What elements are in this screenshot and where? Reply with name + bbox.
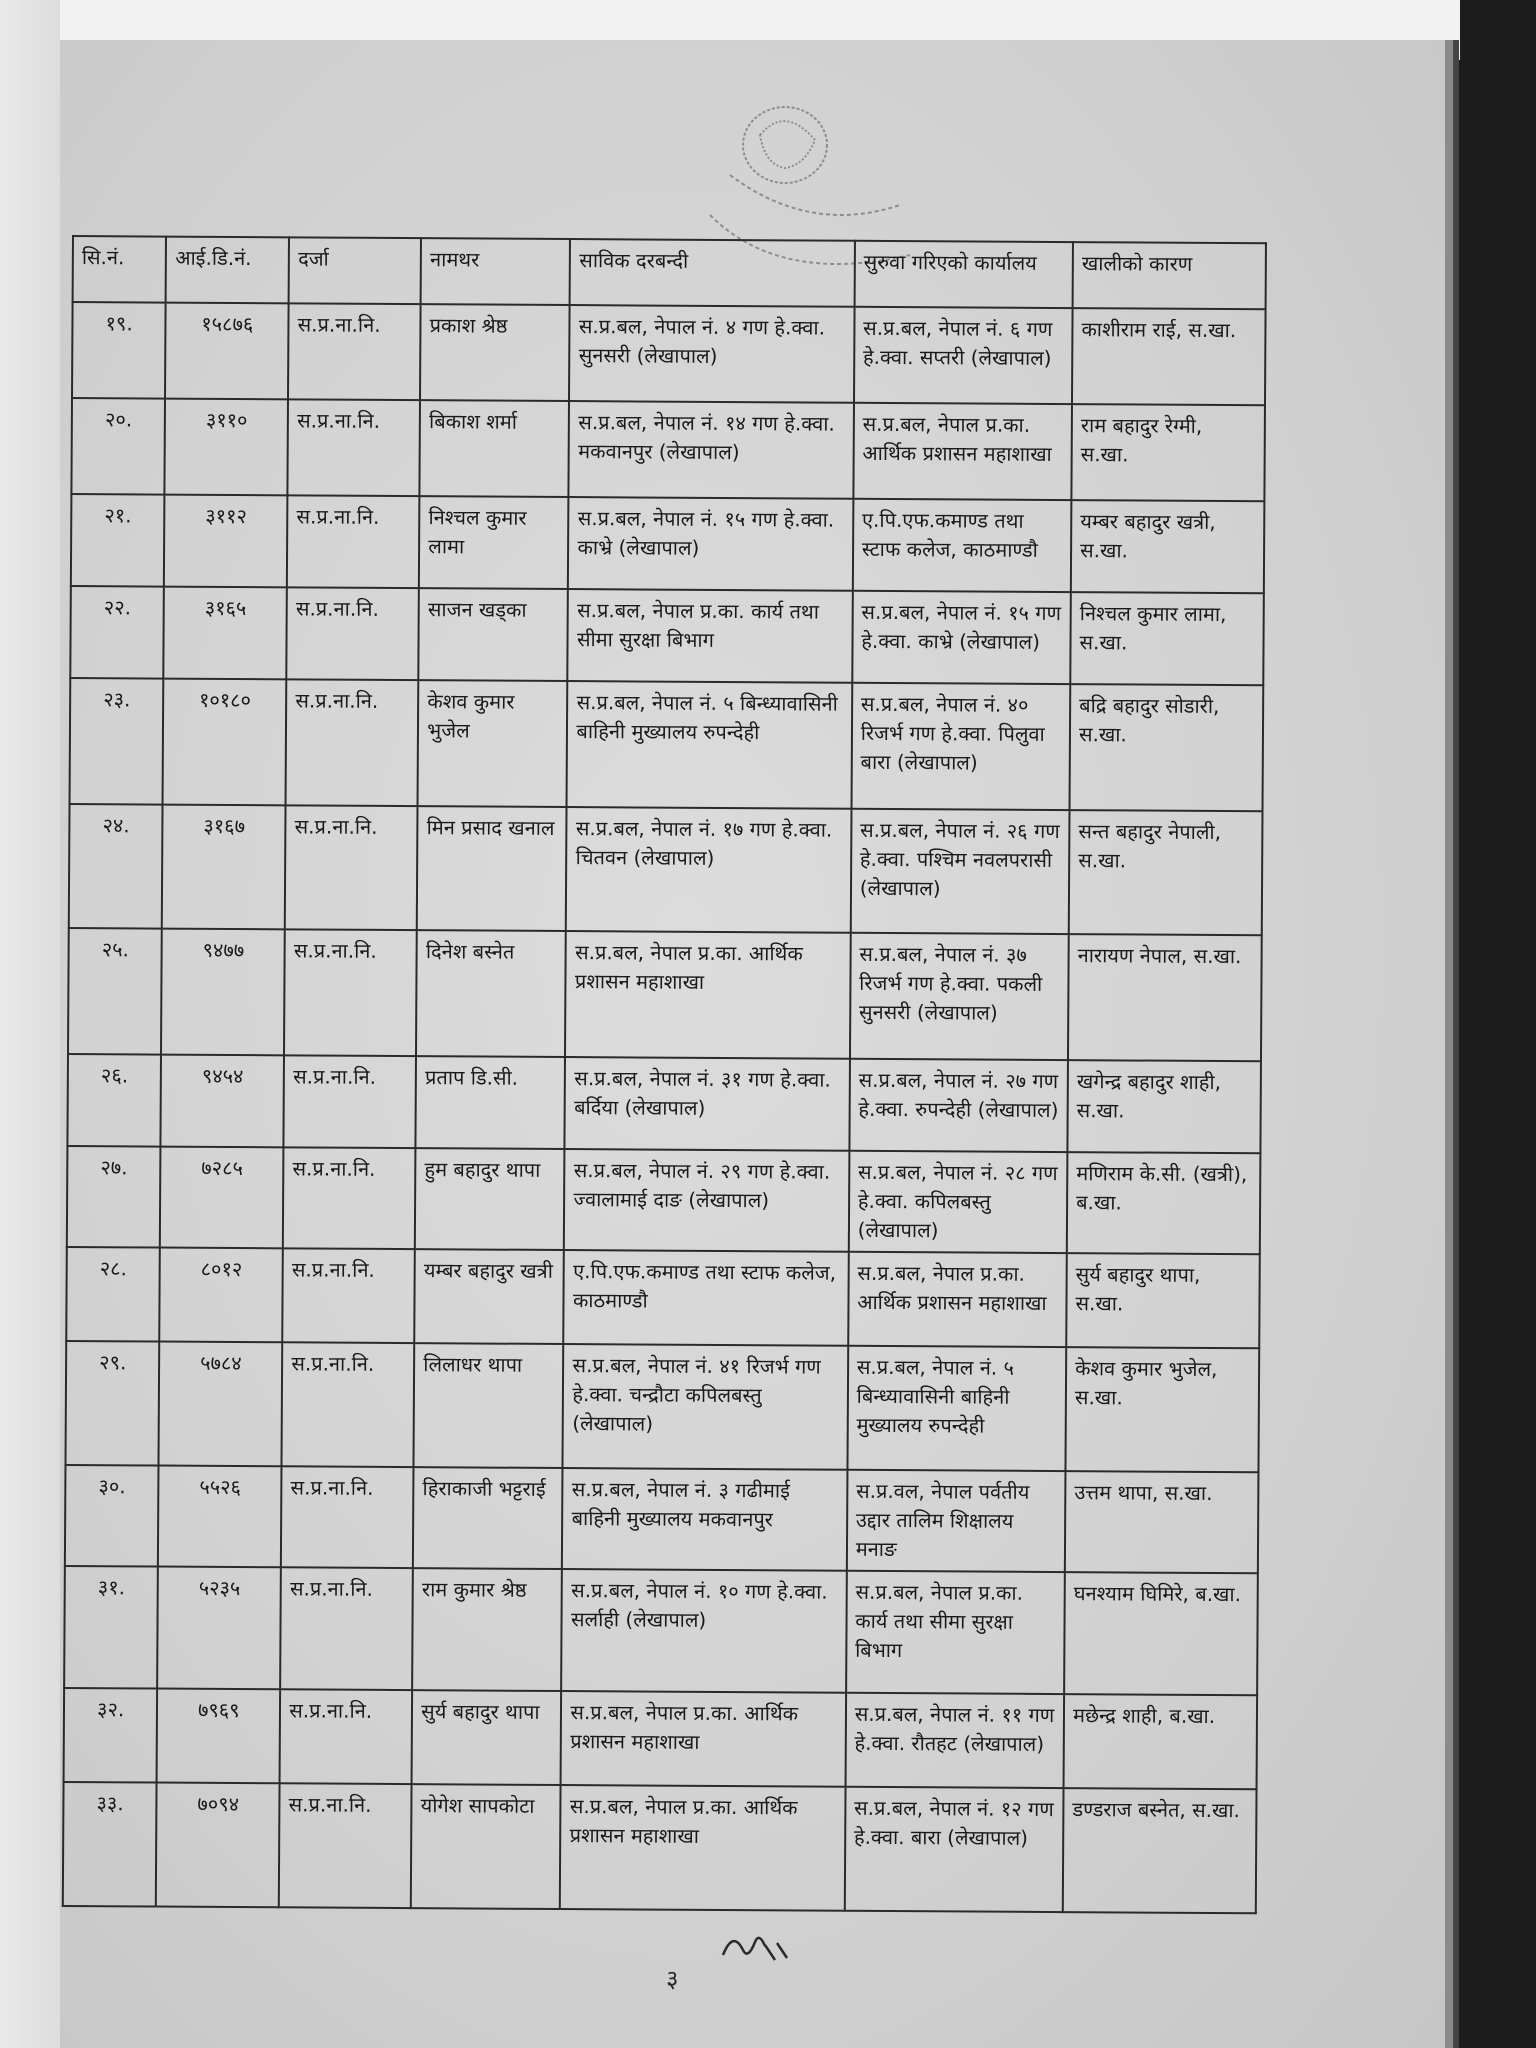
table-row — [65, 1341, 1259, 1472]
cell-serial: २३. — [70, 678, 164, 805]
cell-transferred-office: स.प्र.बल, नेपाल नं. ३७ रिजर्भ गण हे.क्वा. पकली सुनसरी (लेखापाल) — [850, 933, 1069, 1060]
cell-serial: २९. — [65, 1341, 159, 1466]
cell-name: योगेश सापकोटा — [411, 1784, 561, 1909]
cell-id: ३१६७ — [162, 805, 286, 930]
cell-vacancy-reason: नारायण नेपाल, स.खा. — [1068, 934, 1262, 1061]
table-row — [71, 398, 1265, 501]
cell-previous-post: स.प्र.बल, नेपाल नं. ४ गण हे.क्वा. सुनसरी (लेखापाल) — [569, 305, 854, 403]
table-row — [64, 1688, 1258, 1789]
col-header-vacancy-reason: खालीको कारण — [1073, 242, 1266, 309]
table-row — [67, 1054, 1261, 1153]
col-header-id: आई.डि.नं. — [166, 237, 289, 304]
cell-rank: स.प्र.ना.नि. — [284, 1055, 417, 1148]
cell-previous-post: स.प्र.बल, नेपाल नं. ४१ रिजर्भ गण हे.क्वा. चन्द्रौटा कपिलबस्तु (लेखापाल) — [563, 1344, 848, 1470]
cell-transferred-office: स.प्र.बल, नेपाल नं. ११ गण हे.क्वा. रौतहट (लेखापाल) — [845, 1693, 1064, 1788]
cell-rank: स.प्र.ना.नि. — [287, 587, 420, 680]
cell-name: प्रकाश श्रेष्ठ — [420, 304, 570, 401]
cell-vacancy-reason: डण्डराज बस्नेत, स.खा. — [1063, 1788, 1257, 1913]
cell-transferred-office: स.प्र.बल, नेपाल प्र.का. आर्थिक प्रशासन महाशाखा — [853, 403, 1072, 500]
cell-transferred-office: स.प्र.बल, नेपाल नं. २८ गण हे.क्वा. कपिलबस्तु (लेखापाल) — [849, 1151, 1068, 1253]
cell-rank: स.प्र.ना.नि. — [283, 1147, 416, 1249]
cell-vacancy-reason: उत्तम थापा, स.खा. — [1065, 1471, 1259, 1573]
cell-previous-post: स.प्र.बल, नेपाल नं. ३१ गण हे.क्वा. बर्दिया (लेखापाल) — [565, 1057, 850, 1151]
cell-id: १०१८० — [163, 679, 287, 806]
table-row — [63, 1782, 1257, 1913]
cell-serial: ३२. — [64, 1688, 158, 1783]
cell-vacancy-reason: केशव कुमार भुजेल, स.खा. — [1066, 1347, 1260, 1472]
cell-previous-post: स.प्र.बल, नेपाल नं. २९ गण हे.क्वा. ज्वालामाई दाङ (लेखापाल) — [564, 1149, 849, 1252]
table-row — [69, 804, 1263, 935]
cell-vacancy-reason: यम्बर बहादुर खत्री, स.खा. — [1071, 500, 1265, 593]
cell-id: ५२३५ — [158, 1567, 282, 1690]
cell-vacancy-reason: काशीराम राई, स.खा. — [1072, 308, 1266, 405]
cell-vacancy-reason: घनश्याम घिमिरे, ब.खा. — [1064, 1572, 1258, 1695]
col-header-previous-post: साविक दरबन्दी — [570, 239, 855, 307]
table-row — [70, 586, 1264, 685]
cell-rank: स.प्र.ना.नि. — [279, 1783, 412, 1908]
cell-vacancy-reason: निश्चल कुमार लामा, स.खा. — [1070, 592, 1264, 685]
cell-rank: स.प्र.ना.नि. — [285, 805, 418, 930]
cell-id: ७९६९ — [157, 1689, 280, 1784]
cell-id: ५५२६ — [158, 1466, 281, 1568]
col-header-transferred-office: सुरुवा गरिएको कार्यालय — [854, 241, 1073, 308]
cell-transferred-office: स.प्र.बल, नेपाल नं. १५ गण हे.क्वा. काभ्रे (लेखापाल) — [852, 591, 1071, 684]
cell-transferred-office: स.प्र.वल, नेपाल पर्वतीय उद्दार तालिम शिक्षालय मनाङ — [847, 1470, 1066, 1572]
cell-serial: ३०. — [65, 1465, 159, 1567]
cell-transferred-office: स.प्र.बल, नेपाल नं. ४० रिजर्भ गण हे.क्वा. पिलुवा बारा (लेखापाल) — [851, 683, 1070, 810]
handwritten-signature — [715, 1925, 795, 1970]
cell-serial: २८. — [66, 1247, 160, 1342]
cell-serial: २४. — [69, 804, 163, 929]
cell-transferred-office: स.प्र.बल, नेपाल नं. ६ गण हे.क्वा. सप्तरी (लेखापाल) — [854, 307, 1073, 404]
cell-vacancy-reason: सुर्य बहादुर थापा, स.खा. — [1066, 1253, 1260, 1348]
cell-serial: ३३. — [63, 1782, 157, 1907]
cell-id: ३११२ — [164, 495, 287, 588]
cell-serial: ३१. — [64, 1566, 158, 1689]
records-table — [62, 235, 1267, 1914]
cell-name: दिनेश बस्नेत — [416, 930, 566, 1057]
cell-transferred-office: स.प्र.बल, नेपाल नं. ५ बिन्ध्यावासिनी बाहिनी मुख्यालय रुपन्देही — [847, 1346, 1066, 1471]
cell-name: यम्बर बहादुर खत्री — [414, 1249, 564, 1344]
cell-name: हुम बहादुर थापा — [415, 1148, 565, 1250]
cell-name: निश्चल कुमार लामा — [419, 496, 569, 589]
cell-serial: १९. — [72, 302, 166, 399]
cell-previous-post: स.प्र.बल, नेपाल नं. १० गण हे.क्वा. सर्लाही (लेखापाल) — [562, 1569, 847, 1693]
cell-serial: २१. — [71, 494, 165, 587]
cell-transferred-office: स.प्र.बल, नेपाल प्र.का. कार्य तथा सीमा सुरक्षा बिभाग — [846, 1571, 1065, 1694]
cell-name: हिराकाजी भट्टराई — [413, 1467, 563, 1569]
col-header-serial: सि.नं. — [73, 236, 167, 303]
cell-previous-post: स.प्र.बल, नेपाल प्र.का. कार्य तथा सीमा सुरक्षा बिभाग — [568, 589, 853, 683]
cell-rank: स.प्र.ना.नि. — [281, 1466, 414, 1568]
cell-id: ७०९४ — [156, 1783, 280, 1908]
cell-rank: स.प्र.ना.नि. — [288, 303, 421, 400]
cell-id: ५७८४ — [159, 1342, 283, 1467]
cell-rank: स.प्र.ना.नि. — [284, 929, 417, 1056]
col-header-name: नामथर — [421, 238, 571, 305]
cell-serial: २७. — [67, 1146, 161, 1248]
table-row — [65, 1465, 1259, 1573]
cell-id: १५८७६ — [165, 303, 288, 400]
table-row — [67, 1146, 1261, 1254]
cell-name: साजन खड्का — [419, 588, 569, 681]
table-row — [71, 494, 1265, 593]
cell-transferred-office: ए.पि.एफ.कमाण्ड तथा स्टाफ कलेज, काठमाण्डौ — [853, 499, 1072, 592]
cell-rank: स.प्र.ना.नि. — [282, 1248, 415, 1343]
cell-rank: स.प्र.ना.नि. — [280, 1689, 413, 1784]
table-row — [64, 1566, 1258, 1695]
cell-id: ७२८५ — [160, 1147, 283, 1249]
cell-name: सुर्य बहादुर थापा — [412, 1690, 562, 1785]
cell-previous-post: स.प्र.बल, नेपाल प्र.का. आर्थिक प्रशासन महाशाखा — [560, 1785, 845, 1911]
cell-id: ९४५४ — [161, 1055, 284, 1148]
cell-vacancy-reason: खगेन्द्र बहादुर शाही, स.खा. — [1067, 1060, 1261, 1153]
cell-vacancy-reason: सन्त बहादुर नेपाली, स.खा. — [1069, 810, 1263, 935]
cell-previous-post: स.प्र.बल, नेपाल नं. १५ गण हे.क्वा. काभ्रे (लेखापाल) — [568, 497, 853, 591]
cell-previous-post: स.प्र.बल, नेपाल नं. ५ बिन्ध्यावासिनी बाहिनी मुख्यालय रुपन्देही — [567, 681, 852, 809]
cell-vacancy-reason: मणिराम के.सी. (खत्री), ब.खा. — [1067, 1152, 1261, 1254]
cell-name: बिकाश शर्मा — [420, 400, 570, 497]
cell-transferred-office: स.प्र.बल, नेपाल नं. १२ गण हे.क्वा. बारा (लेखापाल) — [845, 1787, 1064, 1912]
cell-rank: स.प्र.ना.नि. — [280, 1567, 413, 1690]
table-header-row — [73, 236, 1266, 309]
cell-vacancy-reason: बद्रि बहादुर सोडारी, स.खा. — [1070, 684, 1264, 811]
cell-transferred-office: स.प्र.बल, नेपाल नं. २६ गण हे.क्वा. पश्चिम नवलपरासी (लेखापाल) — [851, 809, 1070, 934]
table-row — [72, 302, 1266, 405]
cell-serial: २६. — [67, 1054, 161, 1147]
cell-rank: स.प्र.ना.नि. — [287, 495, 420, 588]
cell-name: केशव कुमार भुजेल — [418, 680, 568, 807]
cell-previous-post: स.प्र.बल, नेपाल नं. १७ गण हे.क्वा. चितवन (लेखापाल) — [566, 807, 851, 933]
cell-name: प्रताप डि.सी. — [416, 1056, 566, 1149]
cell-id: ९४७७ — [161, 929, 285, 1056]
cell-vacancy-reason: मछेन्द्र शाही, ब.खा. — [1064, 1694, 1258, 1789]
page-number: ३ — [666, 1965, 679, 1993]
table-row — [66, 1247, 1260, 1348]
cell-rank: स.प्र.ना.नि. — [288, 399, 421, 496]
col-header-rank: दर्जा — [289, 237, 421, 304]
cell-previous-post: ए.पि.एफ.कमाण्ड तथा स्टाफ कलेज, काठमाण्डौ — [564, 1250, 849, 1346]
cell-vacancy-reason: राम बहादुर रेग्मी, स.खा. — [1071, 404, 1265, 501]
cell-rank: स.प्र.ना.नि. — [286, 679, 419, 806]
cell-previous-post: स.प्र.बल, नेपाल नं. ३ गढीमाई बाहिनी मुख्यालय मकवानपुर — [562, 1468, 847, 1571]
cell-name: राम कुमार श्रेष्ठ — [412, 1568, 562, 1691]
cell-serial: २२. — [70, 586, 164, 679]
cell-previous-post: स.प्र.बल, नेपाल प्र.का. आर्थिक प्रशासन महाशाखा — [561, 1691, 846, 1787]
cell-id: ३११० — [165, 399, 288, 496]
cell-name: मिन प्रसाद खनाल — [417, 806, 567, 931]
table-row — [68, 928, 1262, 1061]
cell-previous-post: स.प्र.बल, नेपाल नं. १४ गण हे.क्वा. मकवानपुर (लेखापाल) — [569, 401, 854, 499]
cell-transferred-office: स.प्र.बल, नेपाल नं. २७ गण हे.क्वा. रुपन्देही (लेखापाल) — [849, 1059, 1068, 1152]
cell-id: ८०१२ — [160, 1248, 283, 1343]
cell-previous-post: स.प्र.बल, नेपाल प्र.का. आर्थिक प्रशासन महाशाखा — [565, 931, 850, 1059]
cell-serial: २५. — [68, 928, 162, 1055]
cell-id: ३१६५ — [164, 587, 287, 680]
cell-transferred-office: स.प्र.बल, नेपाल प्र.का. आर्थिक प्रशासन महाशाखा — [848, 1252, 1067, 1347]
cell-name: लिलाधर थापा — [414, 1343, 564, 1468]
cell-serial: २०. — [71, 398, 165, 495]
cell-rank: स.प्र.ना.नि. — [282, 1342, 415, 1467]
table-row — [70, 678, 1264, 811]
